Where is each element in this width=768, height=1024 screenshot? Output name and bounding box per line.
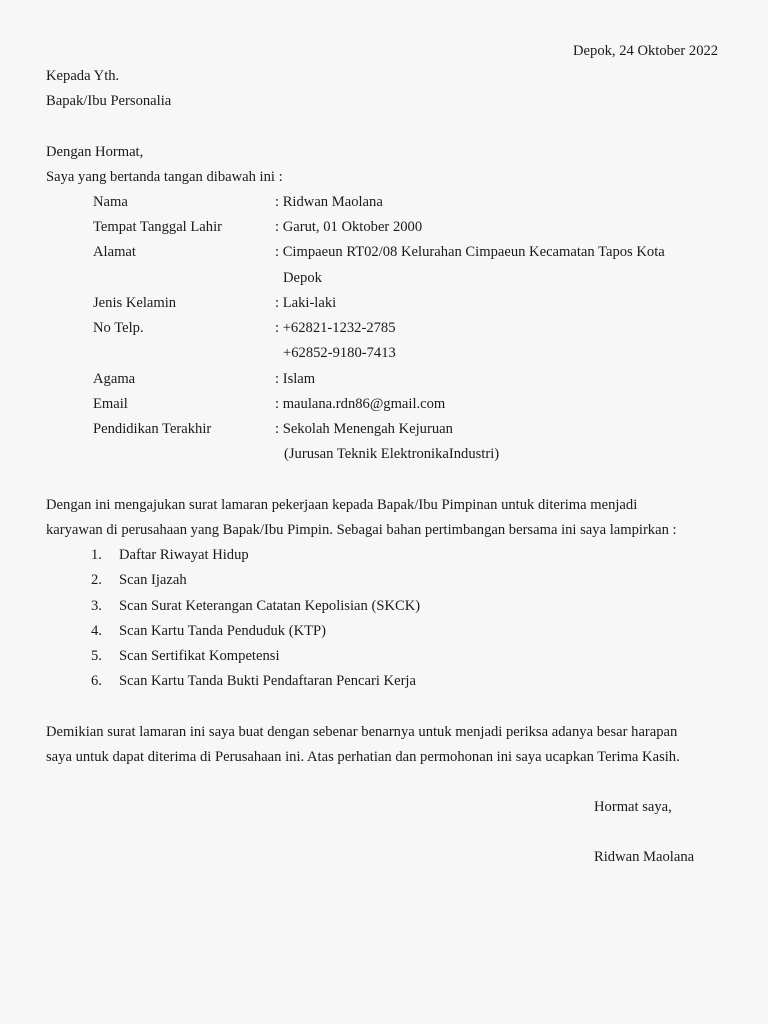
field-label-pendidikan: Pendidikan Terakhir (93, 421, 212, 437)
closing-paragraph-line-2: saya untuk dapat diterima di Perusahaan ini. Atas perhatian dan permohonan ini saya ucapkan Terima Kasih. (46, 749, 680, 765)
greeting: Dengan Hormat, (46, 144, 144, 160)
field-label-telp: No Telp. (93, 320, 144, 336)
field-value-telp: : +62821-1232-2785 (275, 320, 396, 336)
body-paragraph-line-2: karyawan di perusahaan yang Bapak/Ibu Pimpin. Sebagai bahan pertimbangan bersama ini saya lampirkan : (46, 522, 677, 538)
field-value-jurusan: (Jurusan Teknik ElektronikaIndustri) (284, 446, 500, 462)
intro-text: Saya yang bertanda tangan dibawah ini : (46, 169, 283, 185)
field-label-agama: Agama (93, 371, 136, 387)
field-label-jenis-kelamin: Jenis Kelamin (93, 295, 177, 311)
field-value-alamat: : Cimpaeun RT02/08 Kelurahan Cimpaeun Kecamatan Tapos Kota (275, 244, 665, 260)
list-item: Scan Ijazah (119, 572, 187, 588)
signoff: Hormat saya, (594, 799, 672, 815)
recipient-line-1: Kepada Yth. (46, 68, 120, 84)
list-item-number: 1. (91, 547, 102, 563)
closing-paragraph-line-1: Demikian surat lamaran ini saya buat dengan sebenar benarnya untuk menjadi periksa adanya besar harapan (46, 724, 678, 740)
field-label-email: Email (93, 396, 128, 412)
field-value-agama: : Islam (275, 371, 316, 387)
list-item-number: 2. (91, 572, 102, 588)
field-value-alamat-cont: Depok (283, 270, 322, 286)
body-paragraph-line-1: Dengan ini mengajukan surat lamaran pekerjaan kepada Bapak/Ibu Pimpinan untuk diterima menjadi (46, 497, 638, 513)
field-value-email: : maulana.rdn86@gmail.com (275, 396, 446, 412)
list-item: Daftar Riwayat Hidup (119, 547, 249, 563)
field-label-alamat: Alamat (93, 244, 136, 260)
list-item-number: 3. (91, 598, 102, 614)
list-item: Scan Kartu Tanda Bukti Pendaftaran Pencari Kerja (119, 673, 416, 689)
list-item: Scan Sertifikat Kompetensi (119, 648, 280, 664)
field-value-jenis-kelamin: : Laki-laki (275, 295, 337, 311)
field-label-ttl: Tempat Tanggal Lahir (93, 219, 222, 235)
list-item-number: 5. (91, 648, 102, 664)
recipient-line-2: Bapak/Ibu Personalia (46, 93, 172, 109)
list-item: Scan Kartu Tanda Penduduk (KTP) (119, 623, 327, 639)
signer-name: Ridwan Maolana (594, 849, 695, 865)
place-date: Depok, 24 Oktober 2022 (573, 43, 719, 59)
list-item-number: 6. (91, 673, 102, 689)
field-value-ttl: : Garut, 01 Oktober 2000 (275, 219, 423, 235)
field-label-nama: Nama (93, 194, 128, 210)
field-value-nama: : Ridwan Maolana (275, 194, 383, 210)
field-value-pendidikan: : Sekolah Menengah Kejuruan (275, 421, 453, 437)
list-item-number: 4. (91, 623, 102, 639)
field-value-telp-2: +62852-9180-7413 (283, 345, 396, 361)
list-item: Scan Surat Keterangan Catatan Kepolisian (SKCK) (119, 598, 421, 614)
